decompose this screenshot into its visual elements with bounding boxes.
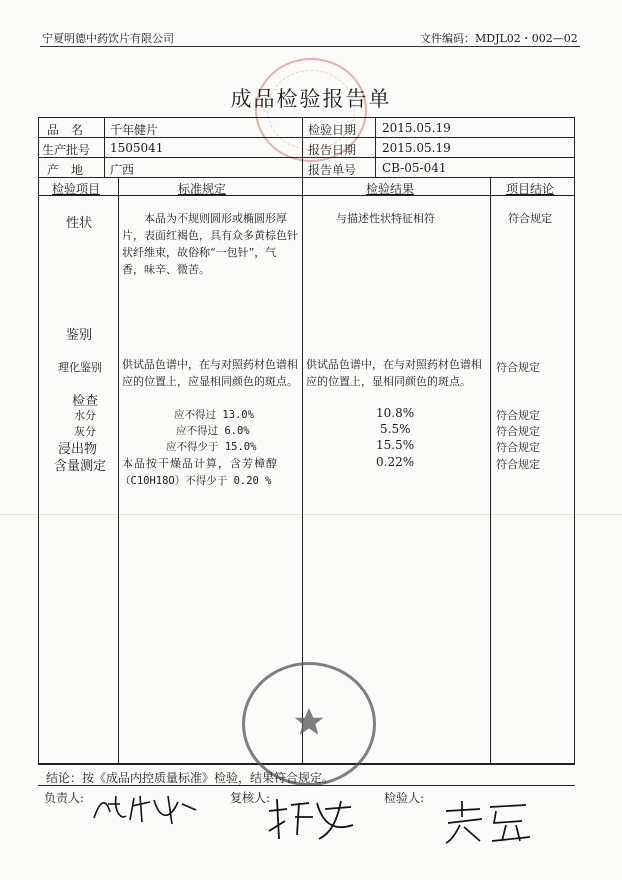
inspector-signature bbox=[440, 797, 535, 845]
test-date-label: 检验日期 bbox=[308, 123, 357, 137]
col-divider bbox=[490, 177, 491, 764]
col-divider bbox=[302, 117, 303, 177]
conclusion-ash: 符合规定 bbox=[496, 425, 540, 438]
result-ash: 5.5% bbox=[380, 422, 411, 436]
col-divider bbox=[118, 177, 119, 764]
standard-water: 应不得过 13.0% bbox=[174, 409, 254, 421]
scan-artifact-line bbox=[0, 514, 622, 515]
header-rule bbox=[40, 46, 580, 47]
standard-tlc: 供试品色谱中，在与对照药材色谱相应的位置上，应显相同颜色的斑点。 bbox=[122, 358, 298, 388]
item-ash: 灰分 bbox=[74, 425, 96, 438]
item-appearance: 性状 bbox=[66, 216, 93, 231]
column-header-result: 检验结果 bbox=[366, 182, 415, 196]
result-extract: 15.5% bbox=[376, 438, 415, 452]
column-header-item: 检验项目 bbox=[52, 182, 101, 196]
report-date-value: 2015.05.19 bbox=[382, 141, 451, 155]
batch-value: 1505041 bbox=[110, 141, 164, 155]
conclusion-appearance: 符合规定 bbox=[508, 212, 552, 225]
inspector-label: 检验人: bbox=[384, 791, 425, 805]
responsible-label: 负责人: bbox=[44, 791, 85, 805]
result-tlc: 供试品色谱中，在与对照药材色谱相应的位置上，显相同颜色的斑点。 bbox=[306, 358, 482, 388]
page-title: 成品检验报告单 bbox=[230, 87, 392, 111]
result-water: 10.8% bbox=[376, 406, 415, 420]
column-header-standard: 标准规定 bbox=[178, 182, 227, 196]
col-divider bbox=[104, 117, 105, 177]
document-code: 文件编码：MDJL02・002—02 bbox=[420, 32, 578, 45]
conclusion-extract: 符合规定 bbox=[496, 441, 540, 454]
conclusion-rule bbox=[38, 785, 575, 786]
reviewer-label: 复核人: bbox=[230, 791, 271, 805]
standard-assay-line1: 本品按干燥品计算，含芳樟醇 bbox=[122, 457, 278, 470]
star-icon bbox=[292, 705, 326, 739]
col-divider bbox=[375, 117, 376, 177]
item-assay: 含量测定 bbox=[54, 459, 107, 474]
batch-label: 生产批号 bbox=[42, 143, 91, 157]
conclusion-assay: 符合规定 bbox=[496, 458, 540, 471]
origin-value: 广西 bbox=[110, 163, 135, 177]
reviewer-signature bbox=[265, 795, 360, 843]
conclusion-water: 符合规定 bbox=[496, 409, 540, 422]
quality-inspection-stamp bbox=[242, 662, 376, 786]
standard-assay-line2: （C10H18O）不得少于 0.20 % bbox=[120, 475, 272, 487]
item-tlc: 理化鉴别 bbox=[58, 361, 102, 374]
item-check: 检查 bbox=[72, 394, 99, 409]
name-label: 品 名 bbox=[47, 123, 84, 137]
item-water: 水分 bbox=[74, 409, 96, 422]
column-header-conclusion: 项目结论 bbox=[506, 182, 555, 196]
report-date-label: 报告日期 bbox=[308, 143, 357, 157]
name-value: 千年健片 bbox=[110, 123, 159, 137]
conclusion-tlc: 符合规定 bbox=[496, 361, 540, 374]
origin-label: 产 地 bbox=[47, 163, 84, 177]
standard-extract: 应不得少于 15.0% bbox=[166, 441, 257, 453]
company-name: 宁夏明德中药饮片有限公司 bbox=[42, 32, 174, 45]
row-divider bbox=[38, 157, 575, 158]
report-no-label: 报告单号 bbox=[308, 163, 357, 177]
item-extract: 浸出物 bbox=[58, 442, 98, 457]
result-assay: 0.22% bbox=[376, 455, 415, 469]
result-appearance: 与描述性状特征相符 bbox=[336, 212, 435, 225]
report-no-value: CB-05-041 bbox=[382, 161, 447, 175]
responsible-signature bbox=[90, 790, 200, 826]
standard-appearance: 本品为不规则圆形或椭圆形厚片，表面红褐色，具有众多黄棕色针状纤维束，故俗称“一包针”，气香，味辛、微苦。 bbox=[122, 212, 298, 276]
test-date-value: 2015.05.19 bbox=[382, 121, 451, 135]
item-identification: 鉴别 bbox=[66, 328, 93, 343]
standard-ash: 应不得过 6.0% bbox=[176, 425, 250, 437]
conclusion-text: 结论：按《成品内控质量标准》检验，结果符合规定。 bbox=[46, 771, 335, 785]
